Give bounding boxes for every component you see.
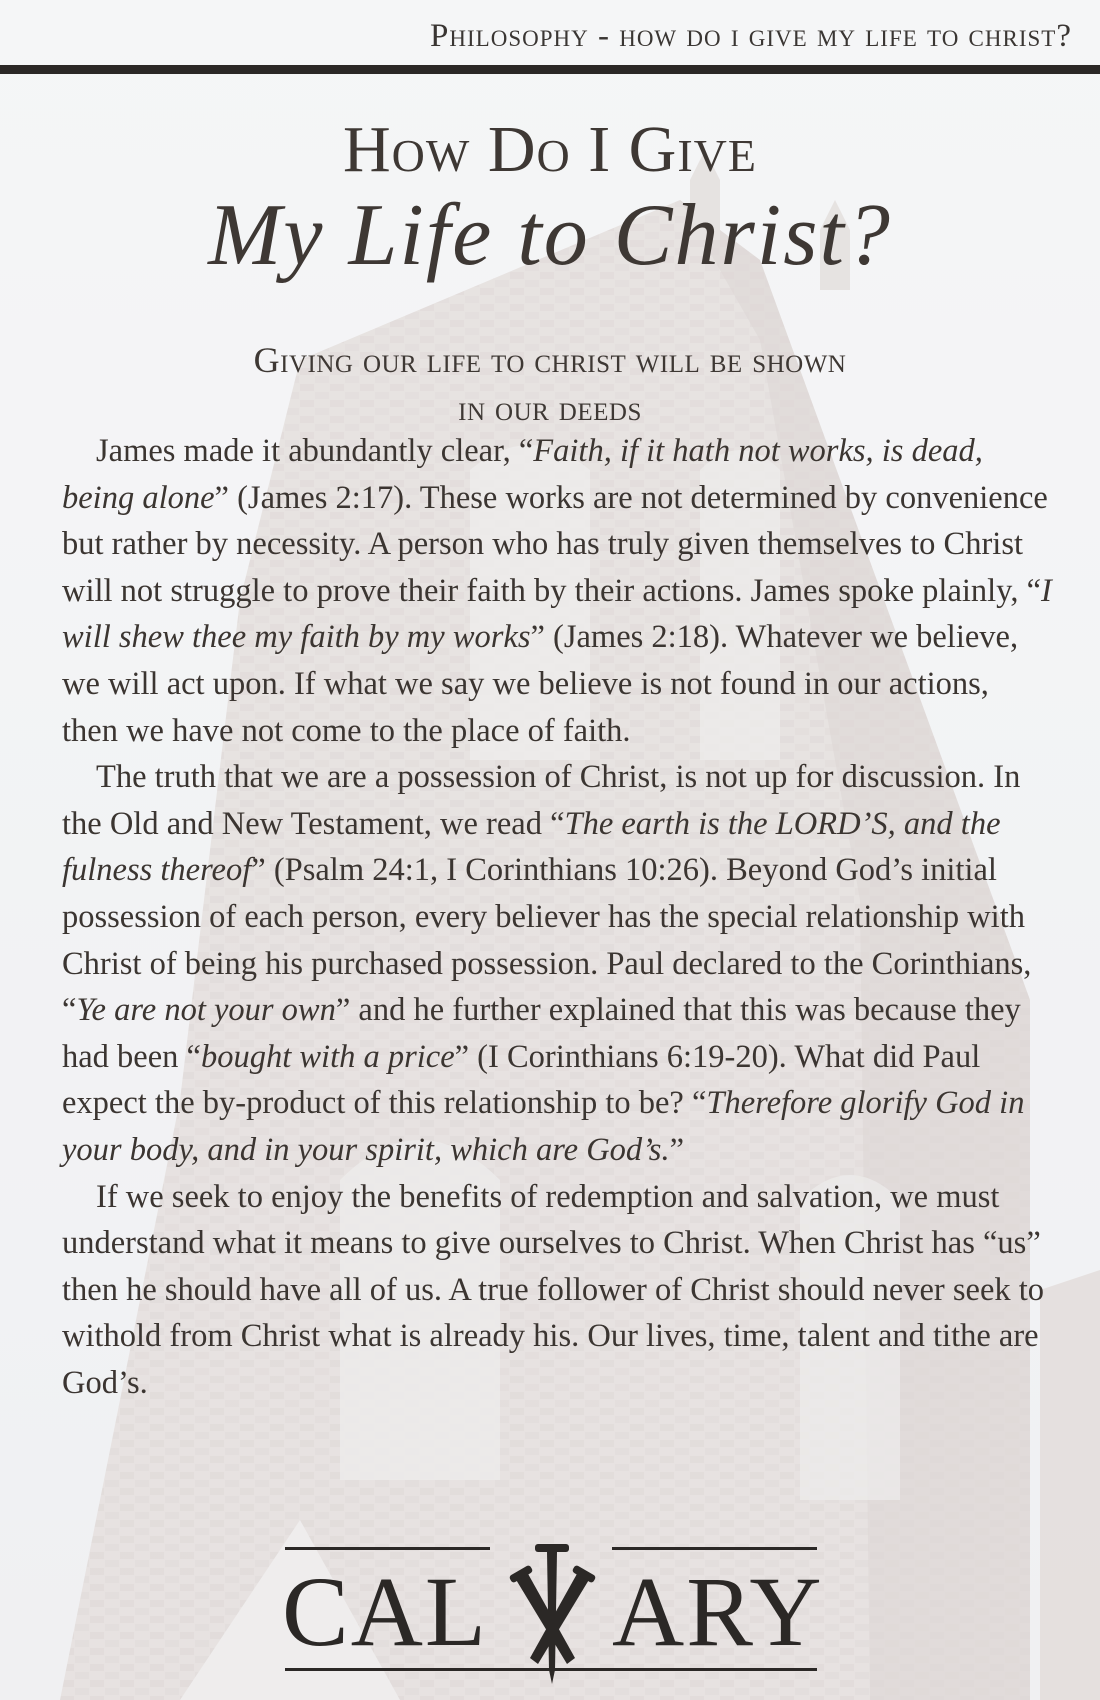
section-subtitle — [120, 336, 980, 432]
paragraph-2 — [62, 754, 1052, 1173]
p2-text-c: ” (Psalm 24:1, I Corinthians 10:26). Beyond God’s initial possession of each person, every believer has the special relationship with Christ of being his purchased possession. Paul declared to the Corinthians, “ — [62, 852, 1032, 1029]
page-title-line1: How Do I Give — [343, 113, 757, 186]
p2-text-a: The truth that we are a possession of Christ, is not up for discussion. In the Old and New Testament, we read “ — [62, 759, 1021, 842]
subtitle-line1: Giving our life to christ will be shown — [253, 340, 847, 380]
paragraph-1 — [62, 428, 1052, 754]
logo-text-right: ARY — [612, 1556, 824, 1667]
p2-quote-bought-with-price: bought with a price — [200, 1038, 455, 1075]
p2-text-g: ” (I Corinthians 6:19-20). What did Paul expect the by-product of this relationship to be? “ — [62, 1038, 981, 1122]
logo-rule-top-right — [612, 1547, 817, 1550]
paragraph-3: If we seek to enjoy the benefits of redemption and salvation, we must understand what it means to give ourselves to Christ. When Christ has “us” then he should have all of us. A true follower of Christ should never seek to withold from Christ what is already his. Our lives, time, talent and tithe are God’s. — [62, 1178, 1045, 1401]
p1-quote-james-2-18: I will shew thee my faith by my works — [62, 572, 1052, 656]
subtitle-line2: in our deeds — [458, 388, 642, 428]
p2-quote-psalm-24-1: The earth is the LORD’S, and the fulness thereof — [62, 805, 1001, 889]
p1-quote-james-2-17: Faith, if it hath not works, is dead, being alone — [62, 433, 983, 516]
body-text — [62, 428, 1052, 1406]
p1-text-c: ” (James 2:17). These works are not determined by convenience but rather by necessity. A person who has truly given themselves to Christ will not struggle to prove their faith by their actions. James spoke plainly, “ — [62, 479, 1048, 609]
p2-text-e: ” and he further explained that this was because they had been “ — [62, 992, 1021, 1075]
p2-text-i: ” — [669, 1131, 685, 1168]
logo-rule-top-left — [285, 1547, 490, 1550]
nails-cross-icon — [505, 1538, 600, 1688]
logo-text-left: CAL — [282, 1556, 488, 1667]
header-title: Philosophy - how do i give my life to christ? — [430, 18, 1072, 54]
p1-text-e: ” (James 2:18). Whatever we believe, we will act upon. If what we say we believe is not found in our actions, then we have not come to the place of faith. — [62, 619, 1019, 749]
p2-quote-glorify-god: Therefore glorify God in your body, and in your spirit, which are God’s. — [62, 1085, 1025, 1168]
p2-quote-not-your-own: Ye are not your own — [76, 992, 336, 1029]
header-divider — [0, 65, 1100, 74]
p1-text-a: James made it abundantly clear, “ — [96, 433, 534, 469]
page-title-line2: My Life to Christ? — [208, 187, 892, 284]
